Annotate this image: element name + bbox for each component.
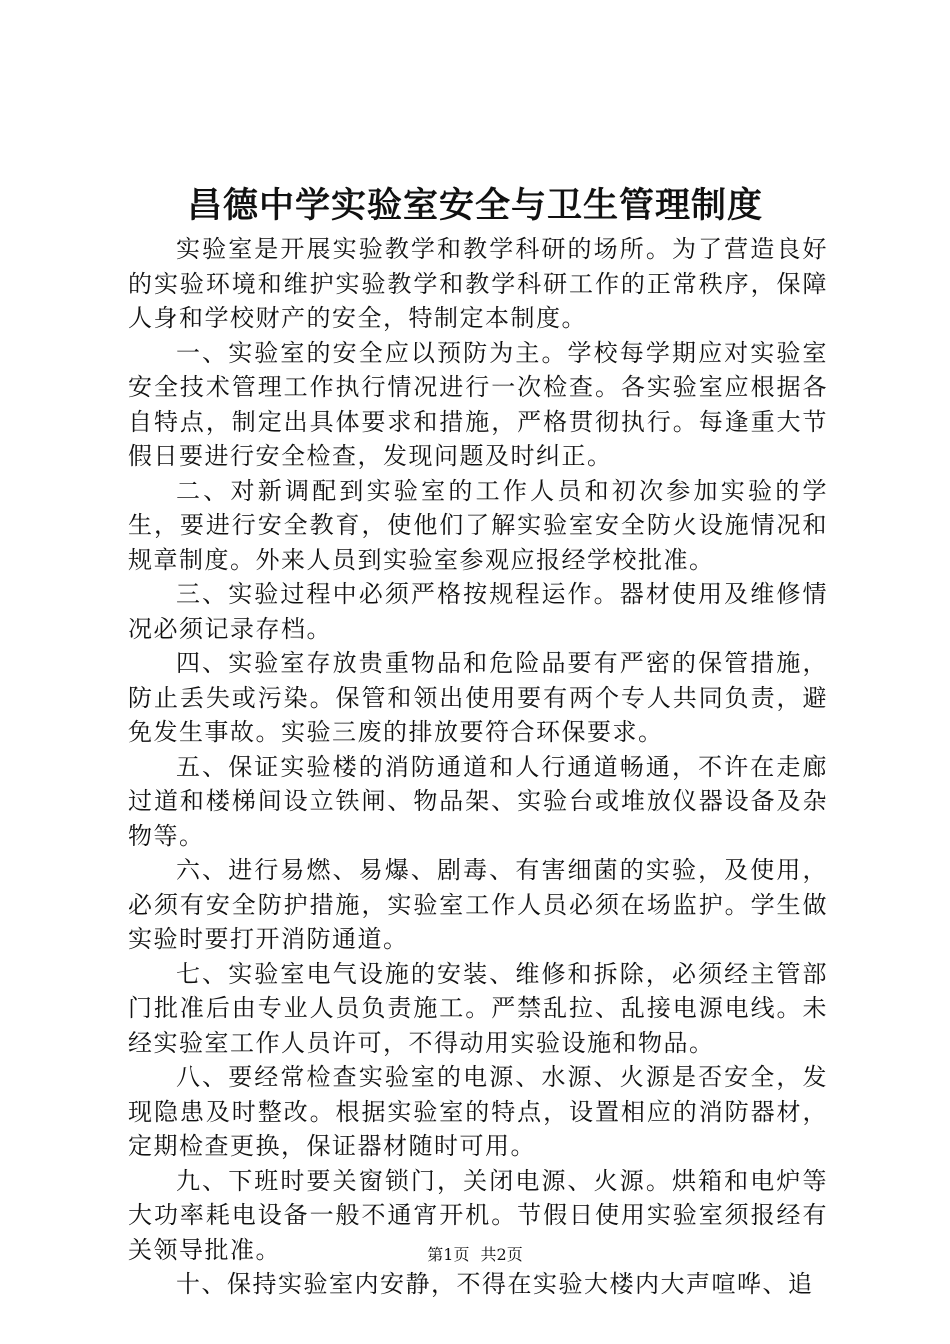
paragraph-rule-3: 三、实验过程中必须严格按规程运作。器材使用及维修情况必须记录存档。 — [128, 580, 828, 643]
paragraph-rule-9: 九、下班时要关窗锁门，关闭电源、火源。烘箱和电炉等大功率耗电设备一般不通宵开机。节假日使用实验室须报经有关领导批准。 — [128, 1166, 828, 1264]
paragraph-rule-7: 七、实验室电气设施的安装、维修和拆除，必须经主管部门批准后由专业人员负责施工。严禁乱拉、乱接电源电线。未经实验室工作人员许可，不得动用实验设施和物品。 — [128, 959, 828, 1057]
page-footer — [0, 1244, 950, 1266]
page-total: 共2页 — [480, 1245, 523, 1264]
paragraph-rule-8: 八、要经常检查实验室的电源、水源、火源是否安全，发现隐患及时整改。根据实验室的特点，设置相应的消防器材，定期检查更换，保证器材随时可用。 — [128, 1063, 828, 1160]
paragraph-rule-1: 一、实验室的安全应以预防为主。学校每学期应对实验室安全技术管理工作执行情况进行一次检查。各实验室应根据各自特点，制定出具体要求和措施，严格贯彻执行。每逢重大节假日要进行安全检查，发现问题及时纠正。 — [128, 338, 828, 470]
paragraph-rule-10: 十、保持实验室内安静，不得在实验大楼内大声喧哗、追 — [176, 1270, 814, 1298]
paragraph-intro: 实验室是开展实验教学和教学科研的场所。为了营造良好的实验环境和维护实验教学和教学科研工作的正常秩序，保障人身和学校财产的安全，特制定本制度。 — [128, 235, 828, 332]
paragraph-rule-6: 六、进行易燃、易爆、剧毒、有害细菌的实验，及使用，必须有安全防护措施，实验室工作人员必须在场监护。学生做实验时要打开消防通道。 — [128, 856, 828, 953]
page-number: 第1页 — [427, 1245, 470, 1264]
document-body — [128, 232, 828, 1302]
paragraph-rule-5: 五、保证实验楼的消防通道和人行通道畅通，不许在走廊过道和楼梯间设立铁闸、物品架、实验台或堆放仪器设备及杂物等。 — [128, 752, 828, 850]
paragraph-rule-4: 四、实验室存放贵重物品和危险品要有严密的保管措施，防止丢失或污染。保管和领出使用要有两个专人共同负责，避免发生事故。实验三废的排放要符合环保要求。 — [128, 649, 828, 746]
paragraph-rule-2: 二、对新调配到实验室的工作人员和初次参加实验的学生，要进行安全教育，使他们了解实验室安全防火设施情况和规章制度。外来人员到实验室参观应报经学校批准。 — [128, 476, 828, 574]
document-title: 昌德中学实验室安全与卫生管理制度 — [186, 185, 763, 226]
